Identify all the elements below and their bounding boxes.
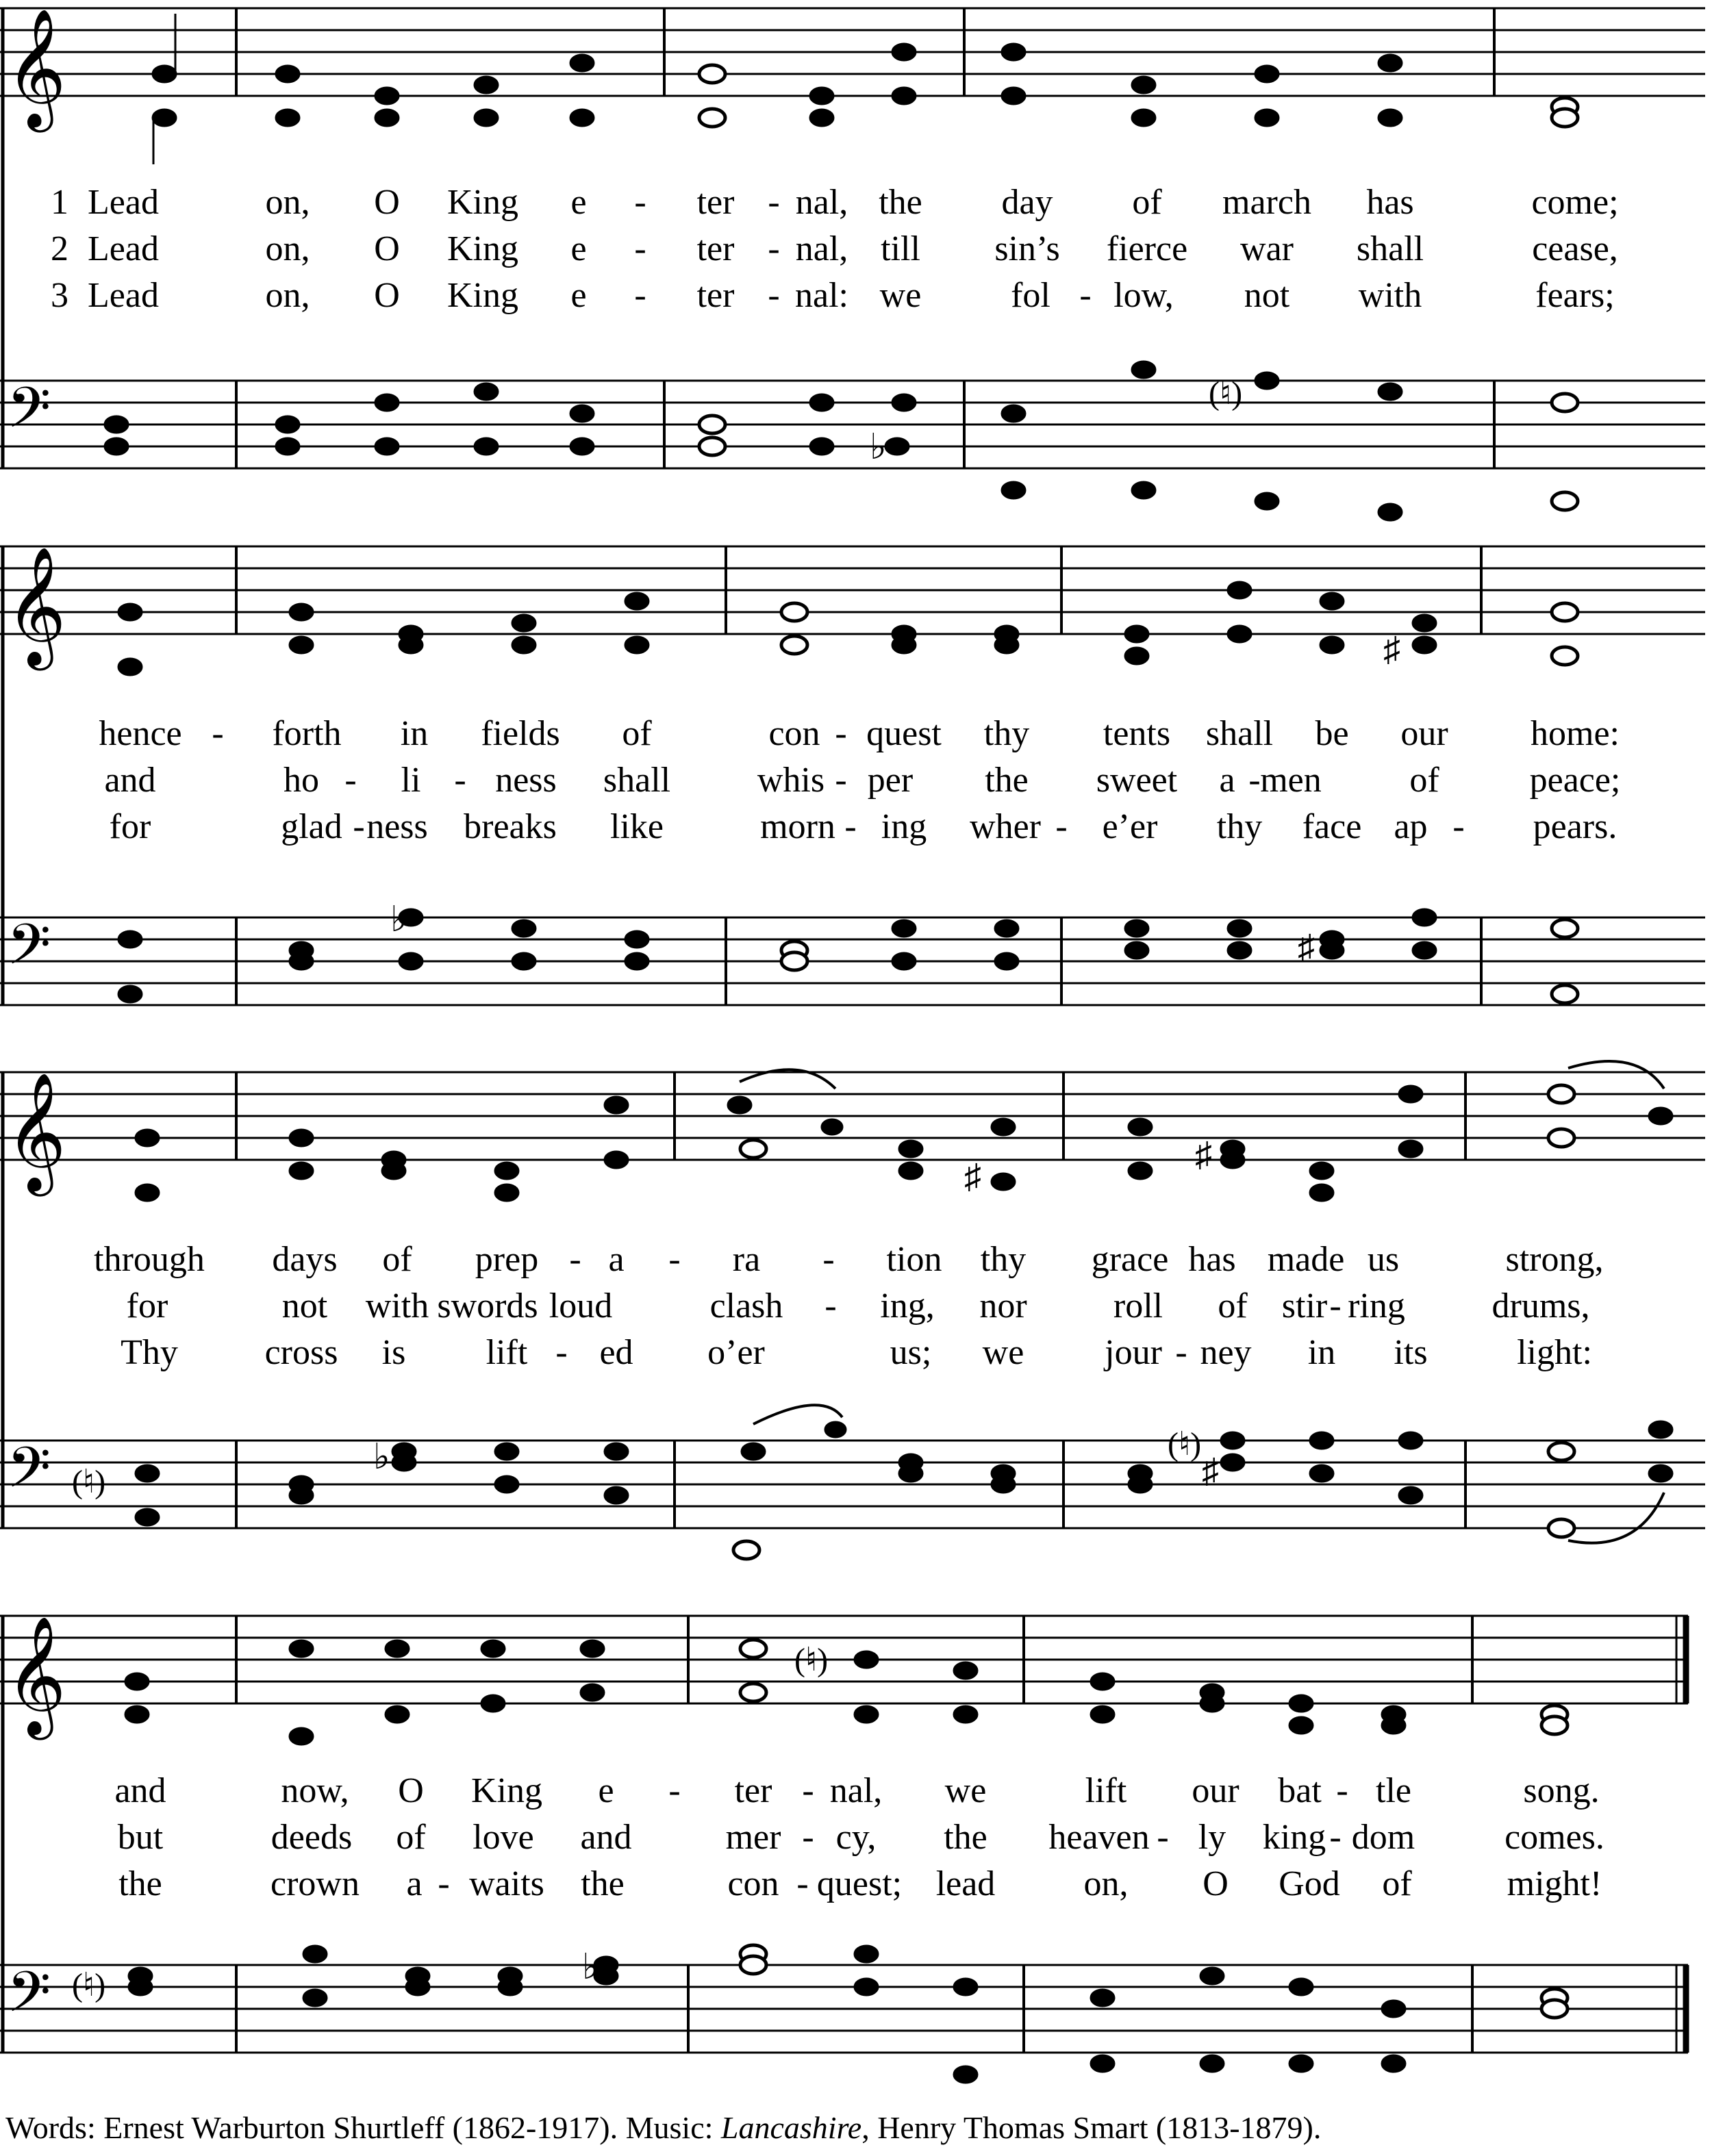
bass-staff	[0, 917, 1705, 1005]
syllable: deeds	[270, 1818, 353, 1857]
syllable: thy	[983, 714, 1030, 753]
syllable: e	[570, 229, 587, 268]
verse-1-line	[0, 1771, 1712, 1818]
syllable: the	[985, 761, 1029, 800]
syllable: made	[1267, 1240, 1345, 1279]
syllable: morn	[760, 807, 835, 846]
syllable: might!	[1507, 1864, 1602, 1903]
syllable: loud	[549, 1286, 613, 1326]
syllable: nal,	[795, 183, 848, 222]
syllable: -	[835, 761, 847, 800]
syllable: shall	[603, 761, 671, 800]
syllable: -	[1175, 1333, 1187, 1372]
syllable: of	[1218, 1286, 1248, 1326]
syllable: ter	[696, 229, 735, 268]
syllable: -	[1452, 807, 1465, 846]
syllable: -	[768, 229, 780, 268]
syllable: its	[1394, 1333, 1428, 1372]
syllable: crown	[270, 1864, 360, 1903]
syllable: ring	[1348, 1286, 1405, 1326]
syllable: not	[281, 1286, 328, 1326]
syllable: come;	[1531, 183, 1619, 222]
syllable: -	[353, 807, 365, 846]
syllable: ter	[696, 276, 735, 315]
syllable: cease,	[1532, 229, 1618, 268]
syllable: forth	[272, 714, 342, 753]
syllable: breaks	[464, 807, 557, 846]
accidental-natural-icon: (♮)	[72, 1967, 106, 2003]
syllable: O	[374, 229, 400, 268]
syllable: wher	[970, 807, 1041, 846]
syllable: ter	[696, 183, 735, 222]
treble-notes	[153, 14, 1578, 164]
syllable: sweet	[1096, 761, 1178, 800]
syllable: ed	[599, 1333, 633, 1372]
syllable: -	[802, 1771, 814, 1810]
syllable: home:	[1531, 714, 1620, 753]
syllable: face	[1302, 807, 1362, 846]
verse-number: 1	[51, 183, 68, 222]
syllable: nal:	[795, 276, 848, 315]
syllable: per	[867, 761, 914, 800]
syllable: ra	[732, 1240, 761, 1279]
syllable: strong,	[1505, 1240, 1604, 1279]
syllable: bat	[1278, 1771, 1322, 1810]
syllable: song.	[1523, 1771, 1600, 1810]
slur-mark	[753, 1405, 842, 1424]
verse-3-line	[0, 807, 1712, 854]
syllable: -	[1248, 761, 1261, 800]
syllable: Thy	[121, 1333, 178, 1372]
verse-3-line	[0, 275, 1712, 323]
verse-2-line	[0, 1286, 1712, 1334]
system-3	[0, 1054, 1712, 1582]
syllable: in	[1307, 1333, 1336, 1372]
syllable: on,	[265, 183, 310, 222]
syllable: ing	[881, 807, 927, 846]
syllable: roll	[1113, 1286, 1163, 1326]
credits-footer	[5, 2109, 1321, 2147]
syllable: shall	[1205, 714, 1274, 753]
syllable: with	[1358, 276, 1422, 315]
syllable: -	[824, 1286, 837, 1326]
verse-1-line	[0, 713, 1712, 761]
syllable: -	[212, 714, 224, 753]
bass-notes	[105, 362, 1578, 520]
accidental-sharp-icon: ♯	[1298, 928, 1315, 966]
verse-1-line	[0, 182, 1712, 230]
syllable: King	[447, 183, 518, 222]
syllable: -	[1079, 276, 1092, 315]
syllable: e	[598, 1771, 614, 1810]
syllable: thy	[980, 1240, 1027, 1279]
syllable: glad	[281, 807, 342, 846]
syllable: we	[982, 1333, 1024, 1372]
accidental-sharp-icon: ♯	[1383, 630, 1400, 668]
syllable: the	[879, 183, 922, 222]
syllable: con	[768, 714, 820, 753]
verse-number: 2	[51, 229, 68, 268]
syllable: of	[396, 1818, 426, 1857]
syllable: Lead	[88, 229, 159, 268]
syllable: pears.	[1533, 807, 1617, 846]
syllable: quest	[866, 714, 942, 753]
syllable: whis	[757, 761, 825, 800]
syllable: the	[581, 1864, 625, 1903]
syllable: shall	[1356, 229, 1424, 268]
syllable: King	[471, 1771, 542, 1810]
syllable: of	[1132, 183, 1162, 222]
syllable: e	[570, 276, 587, 315]
accidental-natural-icon: (♮)	[72, 1464, 106, 1500]
syllable: Lead	[88, 183, 159, 222]
syllable: but	[117, 1818, 164, 1857]
syllable: e	[570, 183, 587, 222]
system-2	[0, 534, 1712, 1054]
syllable: our	[1192, 1771, 1239, 1810]
syllable: march	[1222, 183, 1311, 222]
bass-staff	[0, 1441, 1705, 1528]
syllable: the	[944, 1818, 987, 1857]
treble-clef-icon: 𝄞	[5, 546, 66, 665]
syllable: us;	[890, 1333, 932, 1372]
syllable: -	[822, 1240, 835, 1279]
syllable: lead	[935, 1864, 996, 1903]
syllable: days	[272, 1240, 338, 1279]
syllable: has	[1366, 183, 1414, 222]
accidental-natural-icon: (♮)	[1168, 1426, 1202, 1462]
syllable: heaven	[1048, 1818, 1150, 1857]
syllable: ly	[1198, 1818, 1226, 1857]
syllable: -	[438, 1864, 450, 1903]
slur-mark	[1568, 1061, 1664, 1089]
syllable: grace	[1091, 1240, 1169, 1279]
syllable: stir	[1281, 1286, 1328, 1326]
syllable: mer	[725, 1818, 781, 1857]
accidental-sharp-icon: ♯	[1202, 1451, 1219, 1490]
bass-clef-icon: 𝄢	[7, 1959, 51, 2039]
syllable: -	[796, 1864, 809, 1903]
syllable: -	[668, 1771, 681, 1810]
syllable: swords	[437, 1286, 538, 1326]
syllable: with	[365, 1286, 429, 1326]
syllable: -	[555, 1333, 568, 1372]
bass-clef-icon: 𝄢	[7, 911, 51, 991]
syllable: ness	[366, 807, 428, 846]
syllable: comes.	[1505, 1818, 1604, 1857]
verse-number: 3	[51, 276, 68, 315]
syllable: ing,	[880, 1286, 935, 1326]
syllable: we	[944, 1771, 987, 1810]
accidental-sharp-icon: ♯	[1195, 1135, 1212, 1174]
syllable: men	[1260, 761, 1322, 800]
syllable: day	[1001, 183, 1053, 222]
syllable: God	[1279, 1864, 1340, 1903]
syllable: we	[879, 276, 922, 315]
syllable: King	[447, 276, 518, 315]
syllable: -	[768, 183, 780, 222]
verse-2-line	[0, 229, 1712, 277]
syllable: and	[104, 761, 156, 800]
system-4	[0, 1582, 1712, 2102]
syllable: -	[668, 1240, 681, 1279]
syllable: a	[1219, 761, 1235, 800]
syllable: ap	[1394, 807, 1428, 846]
syllable: cy,	[835, 1818, 877, 1857]
syllable: -	[634, 229, 646, 268]
syllable: ness	[495, 761, 557, 800]
bass-staff	[0, 381, 1705, 468]
syllable: fears;	[1535, 276, 1615, 315]
syllable: in	[400, 714, 429, 753]
syllable: -	[835, 714, 847, 753]
treble-staff	[0, 1072, 1705, 1160]
syllable: a	[406, 1864, 423, 1903]
system-1	[0, 0, 1712, 534]
syllable: like	[610, 807, 664, 846]
accidental-natural-icon: (♮)	[794, 1642, 829, 1678]
treble-clef-icon: 𝄞	[5, 1072, 66, 1191]
syllable: on,	[265, 276, 310, 315]
syllable: is	[381, 1333, 406, 1372]
syllable: peace;	[1529, 761, 1621, 800]
syllable: nal,	[795, 229, 848, 268]
syllable: on,	[1083, 1864, 1129, 1903]
syllable: lift	[1085, 1771, 1127, 1810]
bass-staff	[0, 1965, 1688, 2053]
syllable: fields	[481, 714, 560, 753]
syllable: ter	[734, 1771, 772, 1810]
syllable: -	[844, 807, 857, 846]
syllable: of	[622, 714, 652, 753]
syllable: -	[344, 761, 357, 800]
syllable: waits	[469, 1864, 544, 1903]
syllable: be	[1315, 714, 1349, 753]
accidental-flat-icon: ♭	[390, 900, 407, 939]
syllable: O	[374, 183, 400, 222]
syllable: King	[447, 229, 518, 268]
syllable: Lead	[88, 276, 159, 315]
verse-2-line	[0, 760, 1712, 808]
syllable: us	[1367, 1240, 1400, 1279]
syllable: con	[727, 1864, 779, 1903]
verse-3-line	[0, 1864, 1712, 1912]
syllable: cross	[264, 1333, 338, 1372]
syllable: fierce	[1106, 229, 1188, 268]
syllable: till	[881, 229, 920, 268]
bass-clef-icon: 𝄢	[7, 375, 51, 455]
treble-clef-icon: 𝄞	[5, 1616, 66, 1735]
syllable: hence	[99, 714, 182, 753]
verse-1-line	[0, 1239, 1712, 1287]
treble-notes	[136, 1085, 1672, 1201]
syllable: light:	[1517, 1333, 1592, 1372]
accidental-flat-icon: ♭	[373, 1438, 390, 1477]
syllable: thy	[1216, 807, 1263, 846]
syllable: for	[109, 807, 151, 846]
syllable: nor	[979, 1286, 1027, 1326]
syllable: tle	[1376, 1771, 1411, 1810]
accidental-flat-icon: ♭	[582, 1948, 599, 1987]
syllable: nal,	[829, 1771, 883, 1810]
slur-mark	[1568, 1493, 1664, 1543]
syllable: on,	[265, 229, 310, 268]
syllable: war	[1240, 229, 1294, 268]
syllable: has	[1188, 1240, 1236, 1279]
syllable: o’er	[707, 1333, 765, 1372]
syllable: -	[768, 276, 780, 315]
syllable: our	[1400, 714, 1448, 753]
syllable: and	[580, 1818, 632, 1857]
syllable: O	[398, 1771, 424, 1810]
syllable: of	[1409, 761, 1439, 800]
syllable: prep	[475, 1240, 539, 1279]
syllable: tion	[886, 1240, 942, 1279]
syllable: -	[1329, 1286, 1342, 1326]
syllable: the	[118, 1864, 162, 1903]
syllable: ho	[284, 761, 319, 800]
syllable: of	[382, 1240, 412, 1279]
verse-2-line	[0, 1817, 1712, 1865]
accidental-flat-icon: ♭	[870, 428, 887, 467]
syllable: dom	[1351, 1818, 1415, 1857]
syllable: tents	[1103, 714, 1171, 753]
tune-name: Lancashire	[720, 2110, 862, 2145]
syllable: li	[401, 761, 421, 800]
syllable: -	[802, 1818, 814, 1857]
syllable: -	[634, 183, 646, 222]
verse-3-line	[0, 1332, 1712, 1380]
syllable: low,	[1113, 276, 1174, 315]
syllable: O	[374, 276, 400, 315]
treble-staff	[0, 1616, 1688, 1703]
syllable: -	[454, 761, 466, 800]
treble-staff	[0, 8, 1705, 96]
syllable: for	[126, 1286, 168, 1326]
syllable: -	[1055, 807, 1068, 846]
syllable: love	[473, 1818, 534, 1857]
syllable: clash	[709, 1286, 783, 1326]
syllable: quest;	[816, 1864, 903, 1903]
syllable: through	[94, 1240, 205, 1279]
bass-notes	[136, 1421, 1672, 1559]
syllable: e’er	[1102, 807, 1158, 846]
syllable: -	[634, 276, 646, 315]
credits-music: , Henry Thomas Smart (1813-1879).	[861, 2110, 1322, 2145]
syllable: -	[1157, 1818, 1169, 1857]
syllable: fol	[1011, 276, 1050, 315]
accidental-sharp-icon: ♯	[964, 1157, 981, 1195]
syllable: of	[1382, 1864, 1412, 1903]
syllable: -	[569, 1240, 581, 1279]
syllable: -	[1336, 1771, 1348, 1810]
treble-clef-icon: 𝄞	[5, 8, 66, 127]
syllable: a	[608, 1240, 625, 1279]
syllable: O	[1203, 1864, 1229, 1903]
syllable: jour	[1105, 1333, 1162, 1372]
syllable: -	[1329, 1818, 1342, 1857]
syllable: king	[1262, 1818, 1326, 1857]
syllable: sin’s	[994, 229, 1060, 268]
treble-notes	[118, 582, 1578, 675]
treble-notes	[125, 1640, 1568, 1745]
syllable: now,	[281, 1771, 349, 1810]
syllable: not	[1244, 276, 1290, 315]
syllable: ney	[1200, 1333, 1252, 1372]
credits-words: Words: Ernest Warburton Shurtleff (1862-1917). Music:	[5, 2110, 721, 2145]
bass-clef-icon: 𝄢	[7, 1434, 51, 1514]
accidental-natural-icon: (♮)	[1209, 375, 1243, 411]
syllable: lift	[486, 1333, 528, 1372]
bass-notes	[118, 909, 1578, 1003]
syllable: and	[114, 1771, 166, 1810]
treble-staff	[0, 546, 1705, 634]
syllable: drums,	[1491, 1286, 1590, 1326]
